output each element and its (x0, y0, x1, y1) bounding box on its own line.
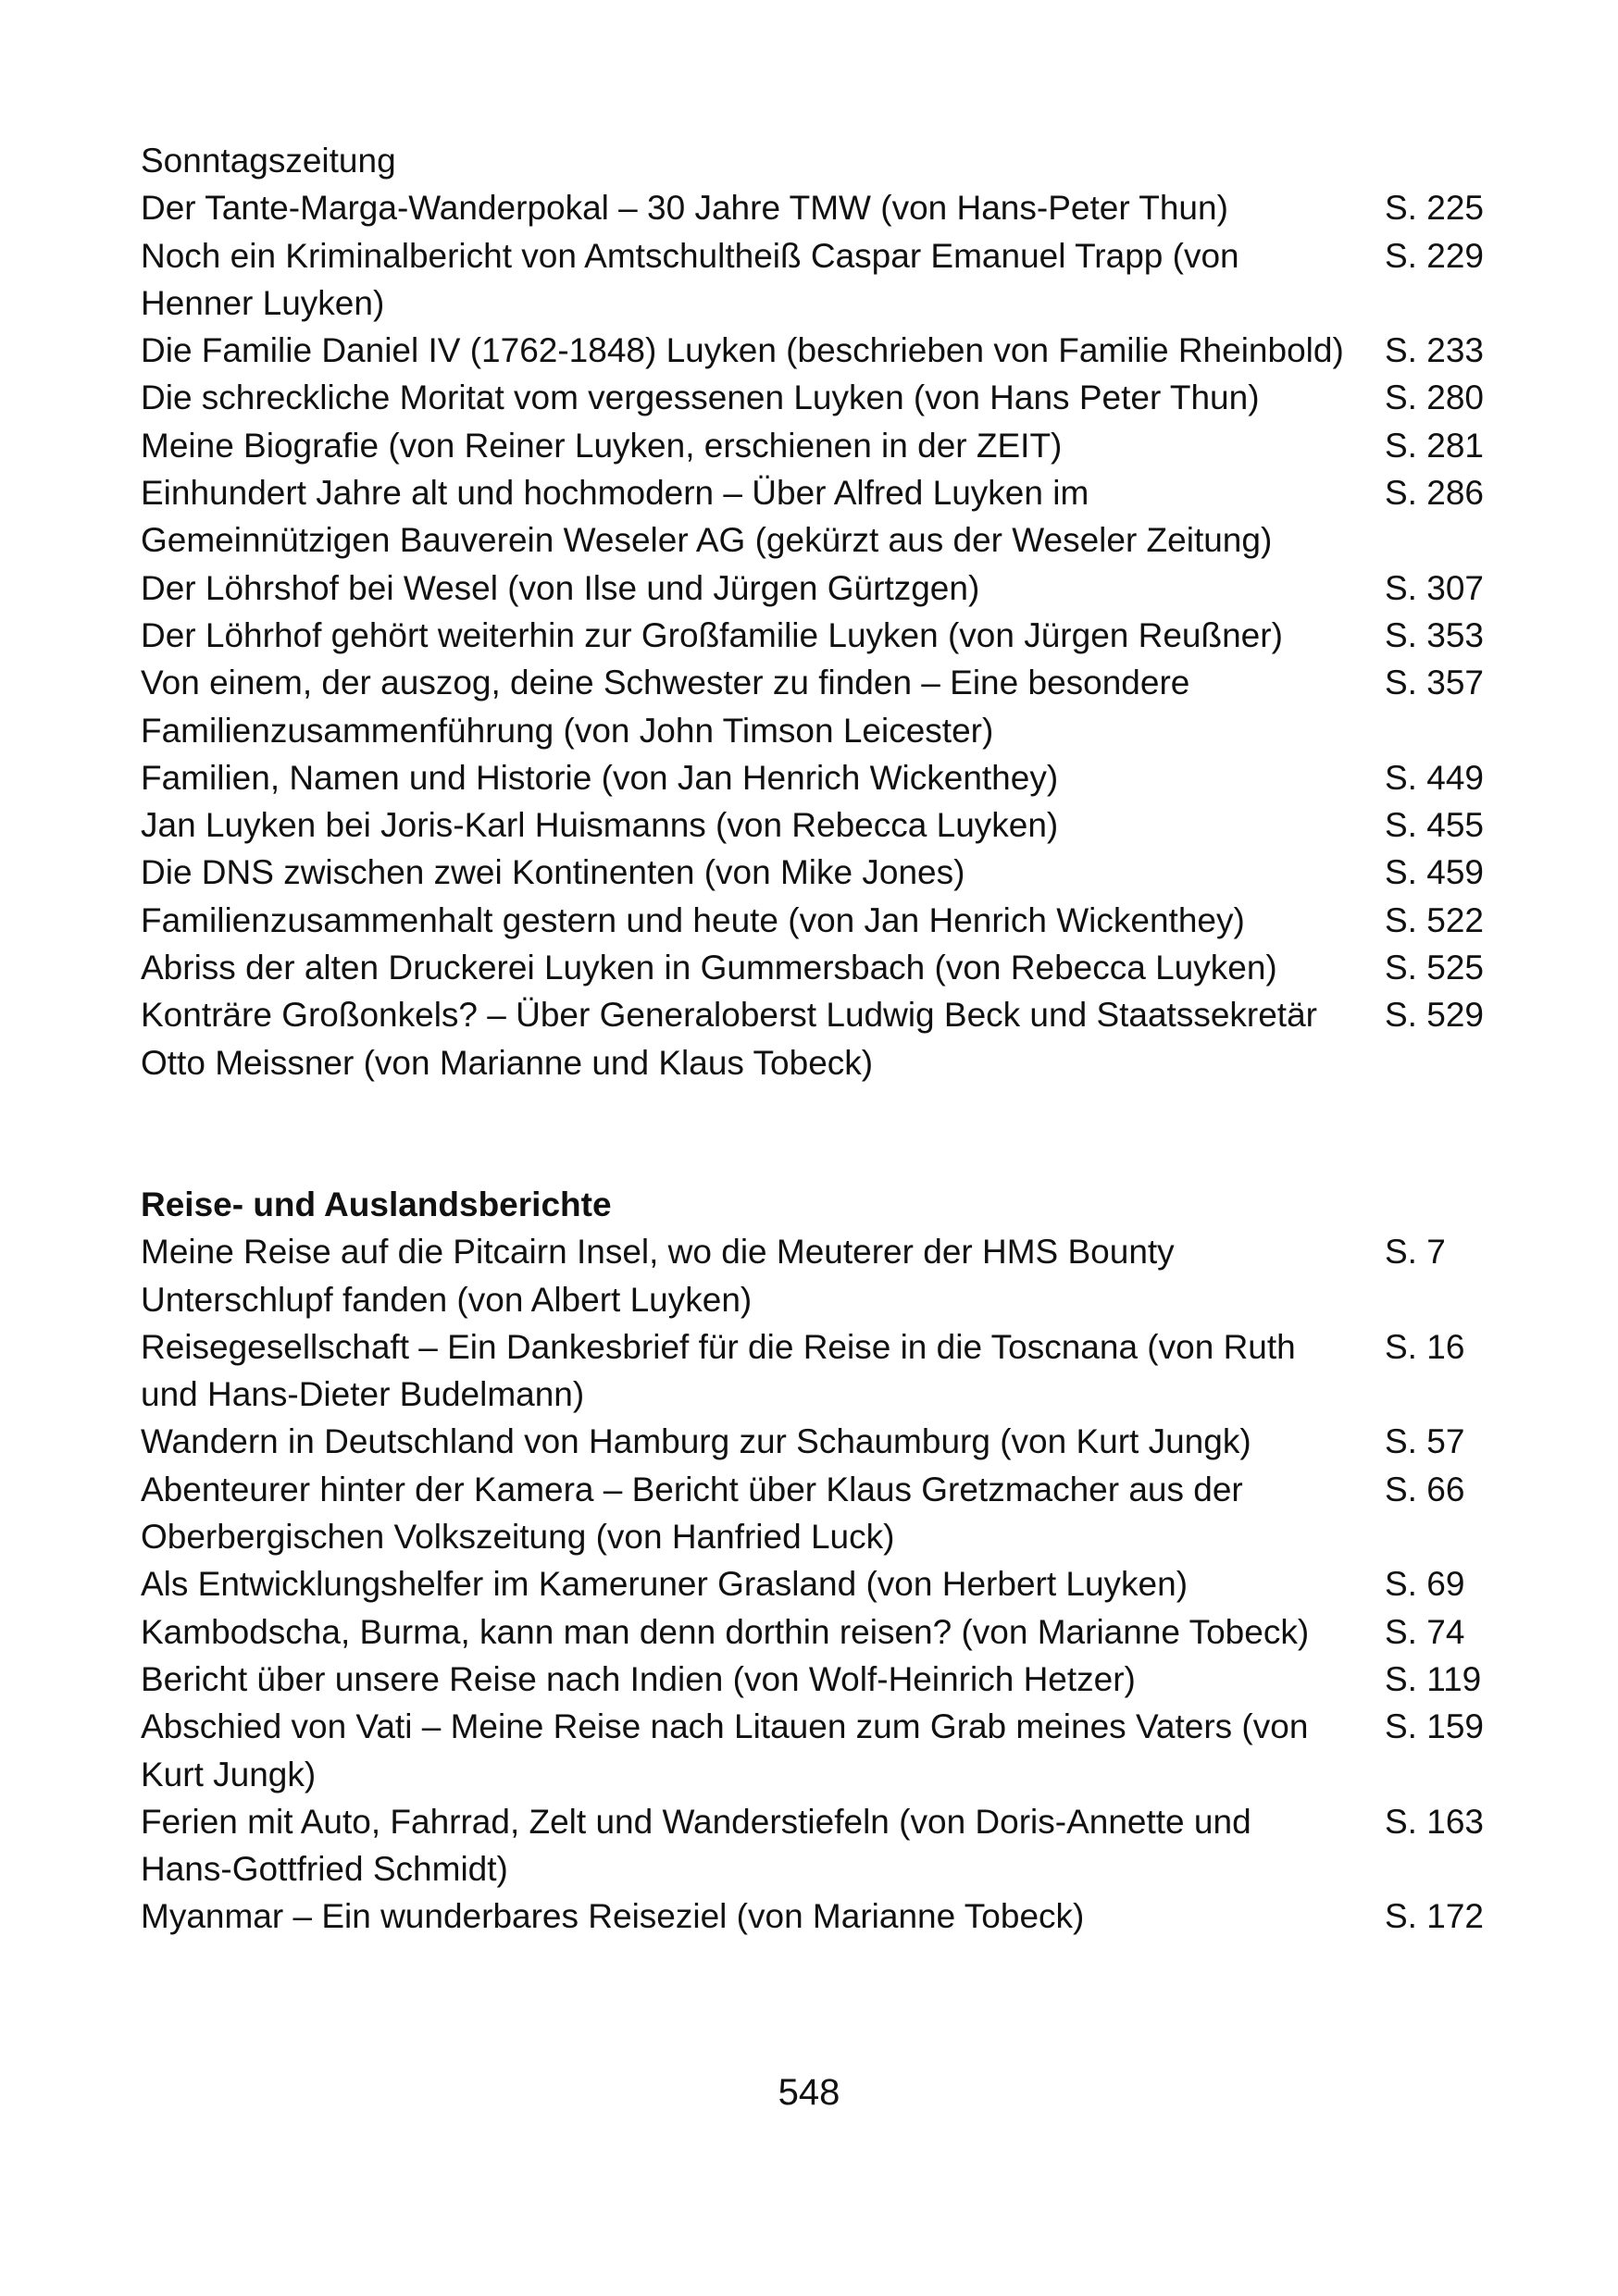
toc-entry-title: Abriss der alten Druckerei Luyken in Gummersbach (von Rebecca Luyken) (141, 949, 1277, 987)
toc-entry-page: S. 455 (1385, 806, 1484, 845)
toc-entry-title: Meine Biografie (von Reiner Luyken, erschienen in der ZEIT) (141, 426, 1063, 465)
toc-entry (141, 184, 1492, 231)
toc-entry-title: Myanmar – Ein wunderbares Reiseziel (von Marianne Tobeck) (141, 1897, 1085, 1936)
page-number: 548 (778, 2072, 840, 2113)
toc-entry-page: S. 69 (1385, 1565, 1465, 1604)
toc-entry-title: Wandern in Deutschland von Hamburg zur Schaumburg (von Kurt Jungk) (141, 1422, 1251, 1461)
toc-entry (141, 1228, 1492, 1323)
toc-entry-page: S. 57 (1385, 1422, 1465, 1461)
toc-entry-title: Meine Reise auf die Pitcairn Insel, wo die Meuterer der HMS Bounty Unterschlupf fanden (von Albert Luyken) (141, 1233, 1175, 1319)
toc-entry-page: S. 172 (1385, 1897, 1484, 1936)
toc-entry (141, 1466, 1492, 1561)
toc-entry (141, 849, 1492, 896)
toc-entry-title: Der Löhrshof bei Wesel (von Ilse und Jürgen Gürtzgen) (141, 568, 980, 607)
toc-entry-page: S. 459 (1385, 853, 1484, 892)
toc-entry-title: Einhundert Jahre alt und hochmodern – Über Alfred Luyken im Gemeinnützigen Bauverein Weseler AG (gekürzt aus der Weseler Zeitung) (141, 474, 1273, 560)
toc-entry-title: Der Löhrhof gehört weiterhin zur Großfamilie Luyken (von Jürgen Reußner) (141, 615, 1283, 654)
toc-entry-title: Abenteurer hinter der Kamera – Bericht über Klaus Gretzmacher aus der Oberbergischen Volkszeitung (von Hanfried Luck) (141, 1470, 1243, 1557)
toc-entry (141, 1323, 1492, 1419)
toc-entry-title: Als Entwicklungshelfer im Kameruner Grasland (von Herbert Luyken) (141, 1565, 1189, 1604)
toc-entry-page: S. 449 (1385, 758, 1484, 797)
toc-entry (141, 469, 1492, 565)
toc-entry-title: Familienzusammenhalt gestern und heute (von Jan Henrich Wickenthey) (141, 900, 1245, 939)
toc-section-reiseberichte (141, 1181, 1492, 1941)
toc-entry (141, 422, 1492, 469)
toc-entry (141, 612, 1492, 659)
toc-entry (141, 327, 1492, 374)
toc-entry-page: S. 281 (1385, 426, 1484, 465)
toc-entry-title: Bericht über unsere Reise nach Indien (von Wolf-Heinrich Hetzer) (141, 1659, 1136, 1698)
toc-entry (141, 754, 1492, 801)
section-heading: Reise- und Auslandsberichte (141, 1185, 612, 1223)
toc-entry-title: Reisegesellschaft – Ein Dankesbrief für die Reise in die Toscnana (von Ruth und Hans-Dieter Budelmann) (141, 1327, 1296, 1414)
toc-entry (141, 1893, 1492, 1940)
toc-entry (141, 801, 1492, 849)
toc-entry-title: Familien, Namen und Historie (von Jan Henrich Wickenthey) (141, 758, 1059, 797)
toc-entry (141, 991, 1492, 1086)
toc-entry-page: S. 357 (1385, 664, 1484, 702)
toc-entry-page: S. 159 (1385, 1707, 1484, 1746)
toc-entry-page: S. 286 (1385, 474, 1484, 513)
entry-list (141, 1228, 1492, 1940)
toc-entry-page: S. 7 (1385, 1233, 1446, 1272)
toc-entry-title: Der Tante-Marga-Wanderpokal – 30 Jahre TMW (von Hans-Peter Thun) (141, 189, 1228, 228)
toc-entry (141, 1560, 1492, 1607)
toc-entry (141, 1418, 1492, 1465)
toc-entry (141, 1703, 1492, 1798)
toc-entry-page: S. 525 (1385, 949, 1484, 987)
toc-entry-title: Von einem, der auszog, deine Schwester zu finden – Eine besondere Familienzusammenführung (von John Timson Leicester) (141, 664, 1190, 750)
toc-entry-page: S. 353 (1385, 615, 1484, 654)
toc-entry-page: S. 66 (1385, 1470, 1465, 1508)
toc-entry-title: Die Familie Daniel IV (1762-1848) Luyken (beschrieben von Familie Rheinbold) (141, 331, 1344, 370)
table-of-contents (141, 137, 1492, 1941)
toc-entry-page: S. 280 (1385, 379, 1484, 417)
toc-entry (141, 374, 1492, 421)
toc-entry (141, 944, 1492, 991)
toc-entry (141, 232, 1492, 328)
toc-entry-title: Jan Luyken bei Joris-Karl Huismanns (von Rebecca Luyken) (141, 806, 1059, 845)
toc-entry (141, 897, 1492, 944)
toc-entry-title: Die DNS zwischen zwei Kontinenten (von Mike Jones) (141, 853, 965, 892)
toc-entry-page: S. 229 (1385, 236, 1484, 275)
entry-list (141, 184, 1492, 1086)
toc-entry (141, 659, 1492, 754)
toc-entry-title: Kambodscha, Burma, kann man denn dorthin reisen? (von Marianne Tobeck) (141, 1612, 1310, 1651)
toc-entry (141, 565, 1492, 612)
toc-entry-page: S. 119 (1385, 1659, 1482, 1698)
toc-entry (141, 1798, 1492, 1893)
toc-entry-page: S. 225 (1385, 189, 1484, 228)
toc-entry-title: Die schreckliche Moritat vom vergessenen Luyken (von Hans Peter Thun) (141, 379, 1260, 417)
toc-entry (141, 1656, 1492, 1703)
toc-entry-page: S. 163 (1385, 1802, 1484, 1841)
toc-section-sonntagszeitung (141, 137, 1492, 1086)
toc-entry-page: S. 307 (1385, 568, 1484, 607)
toc-entry-page: S. 522 (1385, 900, 1484, 939)
toc-entry-title: Abschied von Vati – Meine Reise nach Litauen zum Grab meines Vaters (von Kurt Jungk) (141, 1707, 1309, 1793)
section-heading: Sonntagszeitung (141, 142, 396, 180)
toc-entry-page: S. 74 (1385, 1612, 1465, 1651)
toc-entry (141, 1608, 1492, 1656)
toc-entry-page: S. 233 (1385, 331, 1484, 370)
toc-entry-page: S. 16 (1385, 1327, 1465, 1366)
toc-entry-title: Noch ein Kriminalbericht von Amtschultheiß Caspar Emanuel Trapp (von Henner Luyken) (141, 236, 1239, 322)
toc-entry-page: S. 529 (1385, 996, 1484, 1035)
toc-entry-title: Ferien mit Auto, Fahrrad, Zelt und Wanderstiefeln (von Doris-Annette und Hans-Gottfried Schmidt) (141, 1802, 1251, 1889)
toc-entry-title: Konträre Großonkels? – Über Generaloberst Ludwig Beck und Staatssekretär Otto Meissner (von Marianne und Klaus Tobeck) (141, 996, 1317, 1082)
